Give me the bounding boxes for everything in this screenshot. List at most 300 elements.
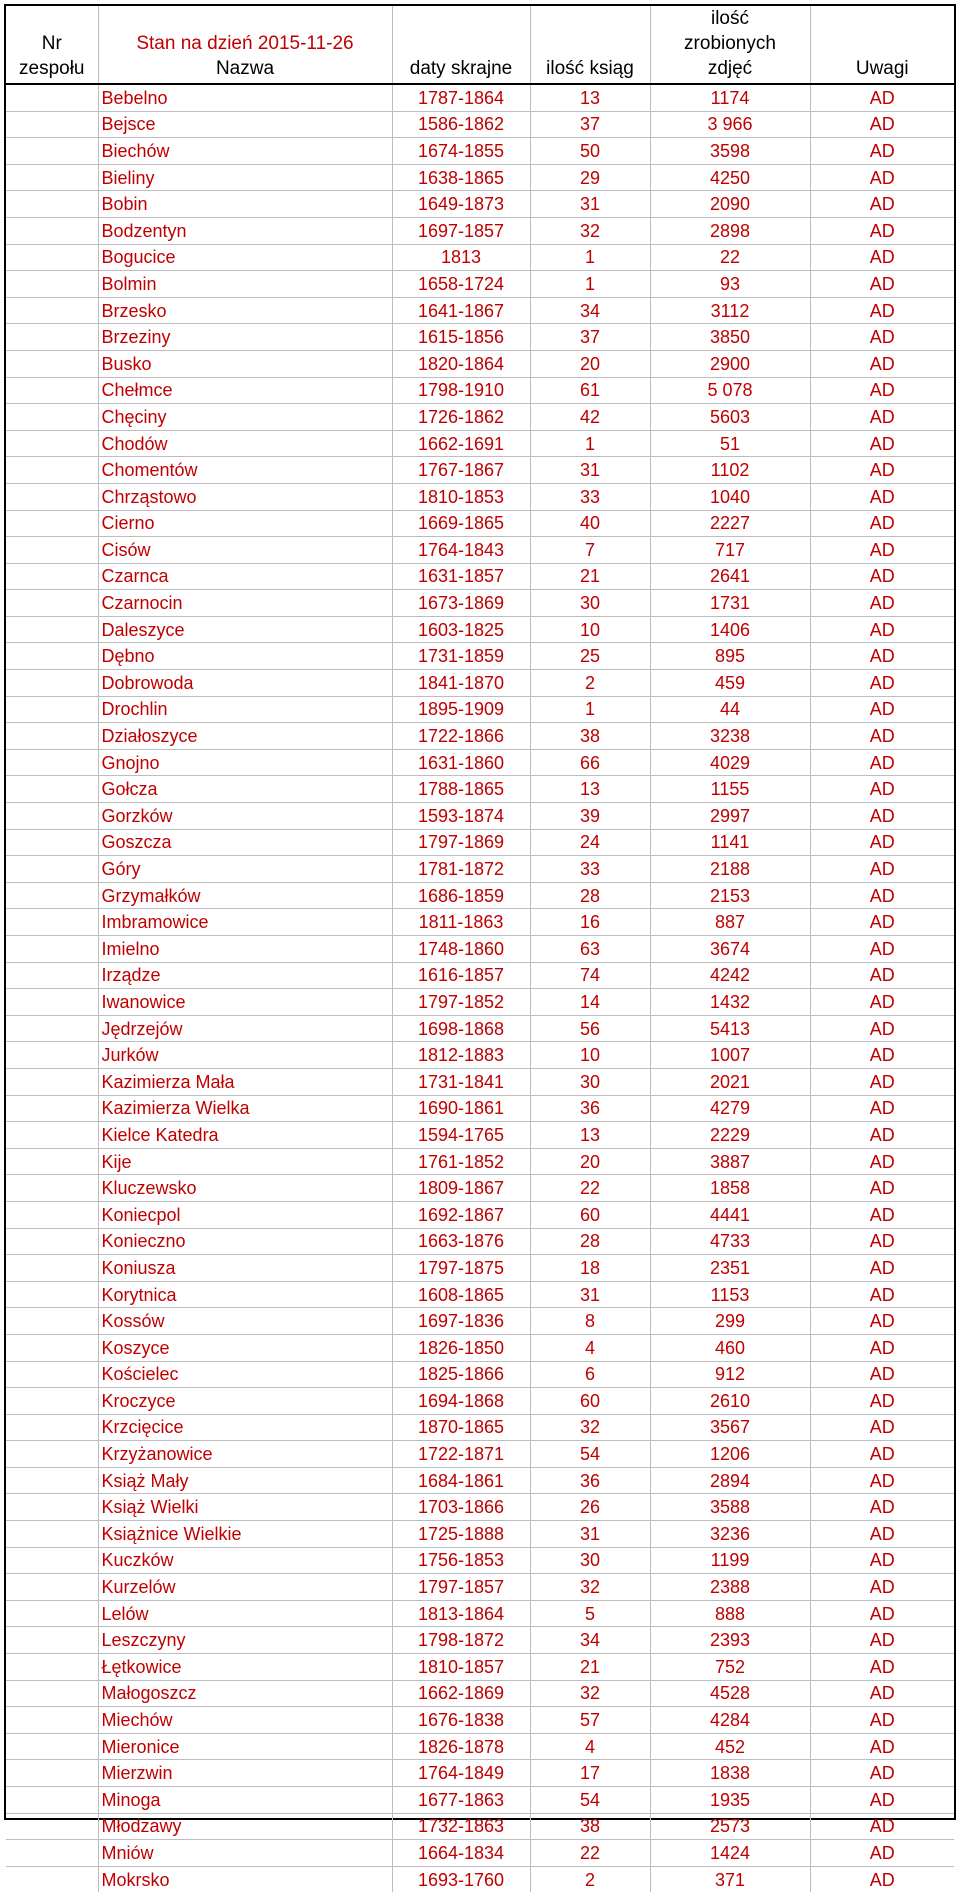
table-row: [6, 749, 954, 776]
books-cell: 18: [530, 1255, 650, 1282]
photos-cell: 51: [650, 430, 810, 457]
dates-cell: 1797-1857: [392, 1574, 530, 1601]
name-cell: Imielno: [98, 936, 392, 963]
dates-cell: 1603-1825: [392, 616, 530, 643]
name-cell: Krzcięcice: [98, 1414, 392, 1441]
books-cell: 20: [530, 350, 650, 377]
nr-cell: [6, 776, 98, 803]
table-row: [6, 1680, 954, 1707]
books-cell: 1: [530, 430, 650, 457]
name-cell: Mokrsko: [98, 1866, 392, 1892]
table-row: [6, 723, 954, 750]
note-cell: AD: [810, 217, 954, 244]
table-row: [6, 164, 954, 191]
nr-cell: [6, 1840, 98, 1867]
table-row: [6, 803, 954, 830]
photos-cell: 3588: [650, 1494, 810, 1521]
photos-cell: 717: [650, 537, 810, 564]
note-cell: AD: [810, 84, 954, 111]
books-cell: 32: [530, 1574, 650, 1601]
books-cell: 61: [530, 377, 650, 404]
table-row: [6, 537, 954, 564]
name-cell: Bogucice: [98, 244, 392, 271]
photos-cell: 4242: [650, 962, 810, 989]
name-cell: Brzesko: [98, 297, 392, 324]
books-cell: 57: [530, 1707, 650, 1734]
table-row: [6, 1574, 954, 1601]
header-uwagi: Uwagi: [810, 6, 954, 84]
note-cell: AD: [810, 1733, 954, 1760]
name-cell: Brzeziny: [98, 324, 392, 351]
nr-cell: [6, 1733, 98, 1760]
name-cell: Koniusza: [98, 1255, 392, 1282]
table-row: [6, 271, 954, 298]
photos-cell: 3598: [650, 138, 810, 165]
header-ilosc-zdjec: ilość zrobionych zdjęć: [650, 6, 810, 84]
dates-cell: 1594-1765: [392, 1122, 530, 1149]
note-cell: AD: [810, 1600, 954, 1627]
name-cell: Leszczyny: [98, 1627, 392, 1654]
name-cell: Bebelno: [98, 84, 392, 111]
photos-cell: 1174: [650, 84, 810, 111]
books-cell: 1: [530, 244, 650, 271]
photos-cell: 895: [650, 643, 810, 670]
table-row: [6, 1042, 954, 1069]
nr-cell: [6, 1281, 98, 1308]
name-cell: Dębno: [98, 643, 392, 670]
photos-cell: 2641: [650, 563, 810, 590]
nr-cell: [6, 616, 98, 643]
dates-cell: 1812-1883: [392, 1042, 530, 1069]
nr-cell: [6, 537, 98, 564]
photos-cell: 3112: [650, 297, 810, 324]
name-cell: Kluczewsko: [98, 1175, 392, 1202]
table-row: [6, 1467, 954, 1494]
photos-cell: 3567: [650, 1414, 810, 1441]
dates-cell: 1798-1910: [392, 377, 530, 404]
name-cell: Imbramowice: [98, 909, 392, 936]
dates-cell: 1658-1724: [392, 271, 530, 298]
name-cell: Działoszyce: [98, 723, 392, 750]
note-cell: AD: [810, 1494, 954, 1521]
name-cell: Miechów: [98, 1707, 392, 1734]
dates-cell: 1616-1857: [392, 962, 530, 989]
books-cell: 32: [530, 1414, 650, 1441]
table-row: [6, 191, 954, 218]
note-cell: AD: [810, 1228, 954, 1255]
books-cell: 56: [530, 1015, 650, 1042]
photos-cell: 1935: [650, 1787, 810, 1814]
books-cell: 28: [530, 1228, 650, 1255]
photos-cell: 2227: [650, 510, 810, 537]
dates-cell: 1631-1860: [392, 749, 530, 776]
dates-cell: 1813-1864: [392, 1600, 530, 1627]
note-cell: AD: [810, 1547, 954, 1574]
name-cell: Kościelec: [98, 1361, 392, 1388]
name-cell: Kurzelów: [98, 1574, 392, 1601]
name-cell: Cierno: [98, 510, 392, 537]
name-cell: Chomentów: [98, 457, 392, 484]
books-cell: 6: [530, 1361, 650, 1388]
table-row: [6, 377, 954, 404]
photos-cell: 3887: [650, 1148, 810, 1175]
header-daty-skrajne: daty skrajne: [392, 6, 530, 84]
name-cell: Dobrowoda: [98, 670, 392, 697]
note-cell: AD: [810, 1175, 954, 1202]
note-cell: AD: [810, 1148, 954, 1175]
books-cell: 13: [530, 776, 650, 803]
books-cell: 4: [530, 1733, 650, 1760]
table-row: [6, 1840, 954, 1867]
dates-cell: 1764-1843: [392, 537, 530, 564]
photos-cell: 1141: [650, 829, 810, 856]
name-cell: Młodzawy: [98, 1813, 392, 1840]
photos-cell: 912: [650, 1361, 810, 1388]
table-row: [6, 430, 954, 457]
photos-cell: 2153: [650, 882, 810, 909]
nr-cell: [6, 749, 98, 776]
dates-cell: 1726-1862: [392, 404, 530, 431]
photos-cell: 1040: [650, 483, 810, 510]
name-cell: Chodów: [98, 430, 392, 457]
name-cell: Daleszyce: [98, 616, 392, 643]
name-cell: Chrząstowo: [98, 483, 392, 510]
nr-cell: [6, 989, 98, 1016]
photos-cell: 459: [650, 670, 810, 697]
photos-cell: 887: [650, 909, 810, 936]
note-cell: AD: [810, 723, 954, 750]
note-cell: AD: [810, 936, 954, 963]
note-cell: AD: [810, 164, 954, 191]
books-cell: 1: [530, 271, 650, 298]
nr-cell: [6, 829, 98, 856]
name-cell: Gnojno: [98, 749, 392, 776]
table-row: [6, 1281, 954, 1308]
dates-cell: 1593-1874: [392, 803, 530, 830]
table-row: [6, 217, 954, 244]
note-cell: AD: [810, 616, 954, 643]
note-cell: AD: [810, 457, 954, 484]
books-cell: 42: [530, 404, 650, 431]
name-cell: Minoga: [98, 1787, 392, 1814]
dates-cell: 1761-1852: [392, 1148, 530, 1175]
table-row: [6, 1760, 954, 1787]
nr-cell: [6, 1680, 98, 1707]
books-cell: 24: [530, 829, 650, 856]
table-row: [6, 1228, 954, 1255]
name-cell: Korytnica: [98, 1281, 392, 1308]
note-cell: AD: [810, 1654, 954, 1681]
books-cell: 14: [530, 989, 650, 1016]
photos-cell: 2351: [650, 1255, 810, 1282]
dates-cell: 1781-1872: [392, 856, 530, 883]
dates-cell: 1797-1869: [392, 829, 530, 856]
books-cell: 36: [530, 1467, 650, 1494]
table-row: [6, 1388, 954, 1415]
books-cell: 32: [530, 217, 650, 244]
photos-cell: 2898: [650, 217, 810, 244]
nr-cell: [6, 1122, 98, 1149]
books-cell: 20: [530, 1148, 650, 1175]
photos-cell: 3236: [650, 1521, 810, 1548]
books-cell: 40: [530, 510, 650, 537]
books-cell: 25: [530, 643, 650, 670]
photos-cell: 2393: [650, 1627, 810, 1654]
books-cell: 31: [530, 1521, 650, 1548]
note-cell: AD: [810, 244, 954, 271]
photos-cell: 22: [650, 244, 810, 271]
dates-cell: 1631-1857: [392, 563, 530, 590]
name-cell: Książnice Wielkie: [98, 1521, 392, 1548]
photos-cell: 1731: [650, 590, 810, 617]
nr-cell: [6, 909, 98, 936]
dates-cell: 1731-1841: [392, 1068, 530, 1095]
photos-cell: 5413: [650, 1015, 810, 1042]
note-cell: AD: [810, 1680, 954, 1707]
books-cell: 50: [530, 138, 650, 165]
nr-cell: [6, 1521, 98, 1548]
books-cell: 37: [530, 111, 650, 138]
note-cell: AD: [810, 829, 954, 856]
dates-cell: 1694-1868: [392, 1388, 530, 1415]
name-cell: Góry: [98, 856, 392, 883]
table-row: [6, 829, 954, 856]
note-cell: AD: [810, 1627, 954, 1654]
nr-cell: [6, 324, 98, 351]
dates-cell: 1895-1909: [392, 696, 530, 723]
dates-cell: 1870-1865: [392, 1414, 530, 1441]
nr-cell: [6, 1175, 98, 1202]
parish-records-table: [6, 6, 954, 1892]
books-cell: 31: [530, 457, 650, 484]
name-cell: Kossów: [98, 1308, 392, 1335]
dates-cell: 1811-1863: [392, 909, 530, 936]
photos-cell: 2090: [650, 191, 810, 218]
photos-cell: 4733: [650, 1228, 810, 1255]
table-row: [6, 1787, 954, 1814]
table-row: [6, 1414, 954, 1441]
note-cell: AD: [810, 1308, 954, 1335]
note-cell: AD: [810, 1574, 954, 1601]
nr-cell: [6, 1308, 98, 1335]
books-cell: 66: [530, 749, 650, 776]
note-cell: AD: [810, 404, 954, 431]
nr-cell: [6, 670, 98, 697]
nr-cell: [6, 1388, 98, 1415]
dates-cell: 1615-1856: [392, 324, 530, 351]
nr-cell: [6, 590, 98, 617]
nr-cell: [6, 1015, 98, 1042]
books-cell: 33: [530, 856, 650, 883]
nr-cell: [6, 217, 98, 244]
dates-cell: 1664-1834: [392, 1840, 530, 1867]
books-cell: 22: [530, 1840, 650, 1867]
table-row: [6, 1308, 954, 1335]
books-cell: 34: [530, 1627, 650, 1654]
dates-cell: 1767-1867: [392, 457, 530, 484]
note-cell: AD: [810, 1707, 954, 1734]
nr-cell: [6, 723, 98, 750]
dates-cell: 1731-1859: [392, 643, 530, 670]
books-cell: 33: [530, 483, 650, 510]
table-row: [6, 936, 954, 963]
photos-cell: 44: [650, 696, 810, 723]
photos-cell: 1432: [650, 989, 810, 1016]
name-cell: Chęciny: [98, 404, 392, 431]
nr-cell: [6, 191, 98, 218]
dates-cell: 1756-1853: [392, 1547, 530, 1574]
table-row: [6, 1148, 954, 1175]
dates-cell: 1684-1861: [392, 1467, 530, 1494]
dates-cell: 1703-1866: [392, 1494, 530, 1521]
table-row: [6, 324, 954, 351]
photos-cell: 888: [650, 1600, 810, 1627]
nr-cell: [6, 377, 98, 404]
note-cell: AD: [810, 1813, 954, 1840]
books-cell: 60: [530, 1388, 650, 1415]
name-cell: Bodzentyn: [98, 217, 392, 244]
photos-cell: 452: [650, 1733, 810, 1760]
dates-cell: 1663-1876: [392, 1228, 530, 1255]
table-row: [6, 297, 954, 324]
name-cell: Kazimierza Mała: [98, 1068, 392, 1095]
nr-cell: [6, 271, 98, 298]
name-cell: Mierzwin: [98, 1760, 392, 1787]
dates-cell: 1810-1857: [392, 1654, 530, 1681]
photos-cell: 2610: [650, 1388, 810, 1415]
name-cell: Bobin: [98, 191, 392, 218]
dates-cell: 1722-1866: [392, 723, 530, 750]
nr-cell: [6, 936, 98, 963]
table-row: [6, 563, 954, 590]
table-row: [6, 1733, 954, 1760]
nr-cell: [6, 138, 98, 165]
table-row: [6, 111, 954, 138]
dates-cell: 1764-1849: [392, 1760, 530, 1787]
photos-cell: 3238: [650, 723, 810, 750]
table-row: [6, 1521, 954, 1548]
name-cell: Koszyce: [98, 1334, 392, 1361]
nr-cell: [6, 404, 98, 431]
photos-cell: 2188: [650, 856, 810, 883]
note-cell: AD: [810, 856, 954, 883]
books-cell: 30: [530, 590, 650, 617]
dates-cell: 1810-1853: [392, 483, 530, 510]
name-cell: Gorzków: [98, 803, 392, 830]
note-cell: AD: [810, 1760, 954, 1787]
note-cell: AD: [810, 1255, 954, 1282]
name-cell: Busko: [98, 350, 392, 377]
table-row: [6, 909, 954, 936]
dates-cell: 1686-1859: [392, 882, 530, 909]
name-cell: Goszcza: [98, 829, 392, 856]
dates-cell: 1809-1867: [392, 1175, 530, 1202]
photos-cell: 1007: [650, 1042, 810, 1069]
nr-cell: [6, 1654, 98, 1681]
archive-table-sheet: [4, 4, 956, 1890]
photos-cell: 2894: [650, 1467, 810, 1494]
table-row: [6, 590, 954, 617]
note-cell: AD: [810, 1441, 954, 1468]
name-cell: Kroczyce: [98, 1388, 392, 1415]
table-row: [6, 643, 954, 670]
name-cell: Lelów: [98, 1600, 392, 1627]
dates-cell: 1638-1865: [392, 164, 530, 191]
photos-cell: 1858: [650, 1175, 810, 1202]
dates-cell: 1748-1860: [392, 936, 530, 963]
nr-cell: [6, 1760, 98, 1787]
books-cell: 2: [530, 1866, 650, 1892]
note-cell: AD: [810, 590, 954, 617]
note-cell: AD: [810, 1095, 954, 1122]
dates-cell: 1676-1838: [392, 1707, 530, 1734]
books-cell: 8: [530, 1308, 650, 1335]
books-cell: 10: [530, 1042, 650, 1069]
note-cell: AD: [810, 909, 954, 936]
name-cell: Gołcza: [98, 776, 392, 803]
dates-cell: 1698-1868: [392, 1015, 530, 1042]
note-cell: AD: [810, 1334, 954, 1361]
books-cell: 16: [530, 909, 650, 936]
nr-cell: [6, 803, 98, 830]
header-ilosc-ksiag: ilość ksiąg: [530, 6, 650, 84]
books-cell: 39: [530, 803, 650, 830]
photos-cell: 1424: [650, 1840, 810, 1867]
table-row: [6, 1627, 954, 1654]
note-cell: AD: [810, 350, 954, 377]
dates-cell: 1798-1872: [392, 1627, 530, 1654]
table-row: [6, 1866, 954, 1892]
table-row: [6, 1122, 954, 1149]
nr-cell: [6, 1813, 98, 1840]
dates-cell: 1722-1871: [392, 1441, 530, 1468]
note-cell: AD: [810, 271, 954, 298]
table-body: [6, 84, 954, 1892]
nr-cell: [6, 510, 98, 537]
books-cell: 63: [530, 936, 650, 963]
name-cell: Cisów: [98, 537, 392, 564]
books-cell: 36: [530, 1095, 650, 1122]
note-cell: AD: [810, 510, 954, 537]
nr-cell: [6, 882, 98, 909]
table-row: [6, 1201, 954, 1228]
table-row: [6, 962, 954, 989]
note-cell: AD: [810, 537, 954, 564]
photos-cell: 1102: [650, 457, 810, 484]
nr-cell: [6, 1361, 98, 1388]
name-cell: Czarnocin: [98, 590, 392, 617]
dates-cell: 1692-1867: [392, 1201, 530, 1228]
note-cell: AD: [810, 962, 954, 989]
table-row: [6, 1095, 954, 1122]
table-row: [6, 1654, 954, 1681]
books-cell: 38: [530, 723, 650, 750]
note-cell: AD: [810, 1042, 954, 1069]
dates-cell: 1608-1865: [392, 1281, 530, 1308]
note-cell: AD: [810, 1467, 954, 1494]
dates-cell: 1693-1760: [392, 1866, 530, 1892]
books-cell: 34: [530, 297, 650, 324]
books-cell: 1: [530, 696, 650, 723]
note-cell: AD: [810, 989, 954, 1016]
header-nazwa: Stan na dzień 2015-11-26 Nazwa: [98, 6, 392, 84]
photos-cell: 3 966: [650, 111, 810, 138]
name-cell: Czarnca: [98, 563, 392, 590]
name-cell: Irządze: [98, 962, 392, 989]
note-cell: AD: [810, 1388, 954, 1415]
photos-cell: 3850: [650, 324, 810, 351]
dates-cell: 1662-1869: [392, 1680, 530, 1707]
